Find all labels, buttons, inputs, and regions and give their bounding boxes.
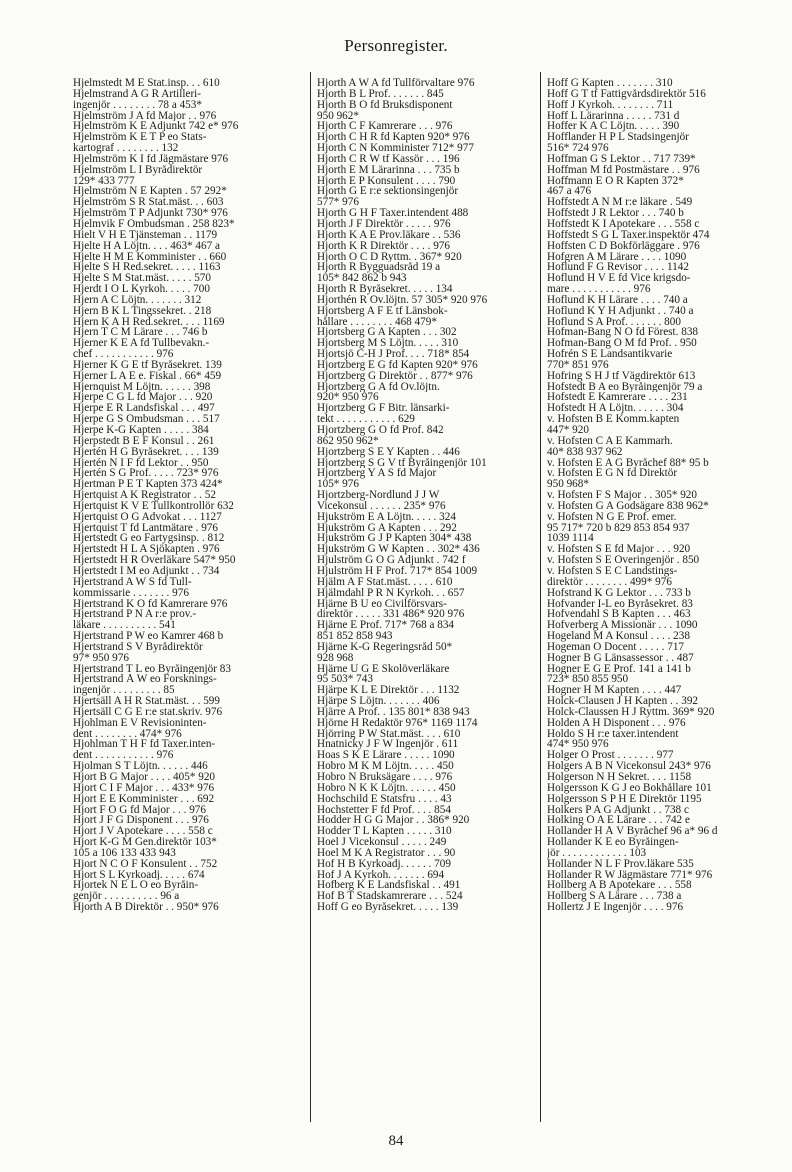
register-entry: Hogner B G Länsassessor . . 487: [547, 652, 694, 664]
register-entry: Hjelmström N E Kapten . 57 292*: [73, 186, 227, 198]
register-entry: Hoff J Kyrkoh. . . . . . . . 711: [547, 99, 674, 111]
register-entry: 129* 433 777: [73, 175, 135, 187]
register-entry: Hjortzberg Y A S fd Major: [317, 468, 437, 480]
register-entry: Hjern B K L Tingssekret. . 218: [73, 305, 212, 317]
register-entry: Hoff G T tf Fattigvårdsdirektör 516: [547, 88, 706, 100]
register-entry: Hjertstrand P N A r:e prov.-: [73, 609, 197, 621]
register-entry: Hjertén S G Prof. . . . . 723* 976: [73, 468, 219, 480]
register-entry: 105* 976: [317, 479, 359, 491]
register-entry: Hjerpe C G L fd Major . . . 920: [73, 392, 213, 404]
register-entry: Hjertstrand Å W eo Forsknings-: [73, 674, 217, 686]
register-entry: Hjelte S H Red.sekret. . . . . 1163: [73, 262, 221, 274]
register-entry: Hjortzberg G F Bitr. länsarki-: [317, 403, 450, 415]
register-entry: Hofverberg A Missionär . . . 1090: [547, 620, 698, 632]
register-entry: v. Hofsten E A G Byråchef 88* 95 b: [547, 457, 709, 469]
register-entry: Hof B T Stadskamrerare . . . 524: [317, 891, 463, 903]
register-entry: Hjulström H F Prof. 717* 854 1009: [317, 565, 478, 577]
register-entry: Hochschild E Statsfru . . . . 43: [317, 793, 452, 805]
register-entry: Hjorth G E r:e sektionsingenjör: [317, 186, 459, 198]
register-entry: Hjörring P W Stat.mäst. . . . 610: [317, 728, 461, 740]
register-entry: Hjolman S T Löjtn. . . . . . 446: [73, 761, 208, 772]
register-entry: Hjort S L Kyrkoadj. . . . . 674: [73, 869, 205, 881]
register-entry: Hjertstedt H R Överläkare 547* 950: [73, 555, 236, 566]
register-entry: Hjort K-G M Gen.direktör 103*: [73, 837, 217, 848]
register-entry: Hjort J V Apotekare . . . . 558 c: [73, 826, 213, 838]
register-entry: kommissarie . . . . . . . 976: [73, 587, 189, 599]
register-entry: Hjort F O G fd Major . . . 976: [73, 804, 206, 816]
register-entry: v. Hofsten S E fd Major . . . 920: [547, 544, 691, 556]
register-entry: Hoffmann E O R Kapten 372*: [547, 175, 684, 187]
register-entry: Hoflund F G Revisor . . . . 1142: [547, 262, 689, 274]
register-entry: Hoff L Lärarinna . . . . . 731 d: [547, 110, 680, 122]
register-entry: 1039 1114: [547, 533, 594, 545]
register-entry: Hjorth K R Direktör . . . . 976: [317, 240, 450, 252]
register-entry: Hjorth G H F Taxer.intendent 488: [317, 208, 469, 219]
register-entry: Hjälmdahl P R N Kyrkoh. . . 657: [317, 587, 465, 599]
register-entry: Hjorth E P Konsulent . . . . 790: [317, 175, 456, 187]
register-entry: Hjortzberg S G V tf Byråingenjör 101: [317, 457, 487, 469]
register-entry: Hoffsten C D Bokförläggare . 976: [547, 240, 700, 252]
register-entry: Hjorth J F Direktör . . . . . 976: [317, 218, 451, 230]
register-entry: Hoffstedt J R Lektor . . . 740 b: [547, 208, 684, 219]
register-entry: Hochstetter F fd Prof. . . . 854: [317, 804, 451, 816]
register-column-right: [547, 78, 779, 913]
register-entry: Hofgren A M Lärare . . . . 1090: [547, 251, 687, 263]
register-entry: Hof H B Kyrkoadj. . . . . . 709: [317, 858, 451, 870]
register-entry: 474* 950 976: [547, 739, 609, 751]
register-entry: Hjerpstedt B E F Konsul . . 261: [73, 435, 215, 447]
register-entry: Hoflund S A Prof. . . . . . . 800: [547, 316, 681, 328]
register-entry: jör . . . . . . . . . . . . 103: [547, 847, 647, 859]
register-entry: Hjorth O C D Ryttm. . 367* 920: [317, 251, 462, 263]
register-entry: Hielt V H E Tjänsteman . . 1179: [73, 229, 218, 241]
register-entry: Hogner H M Kapten . . . . 447: [547, 685, 682, 697]
register-entry: 447* 920: [547, 425, 589, 436]
register-entry: v. Hofsten C A E Kammarh.: [547, 435, 673, 447]
register-entry: Hoflund K H Lärare . . . . 740 a: [547, 294, 688, 306]
register-entry: Hjern K A H Red.sekret. . . . 1169: [73, 316, 225, 328]
register-entry: Hjertstrand K O fd Kamrerare 976: [73, 598, 228, 610]
register-entry: 467 a 476: [547, 186, 592, 198]
register-entry: Hjertstedt H L A Sjökapten . 976: [73, 544, 220, 556]
register-entry: Holgerson N H Sekret. . . . 1158: [547, 772, 692, 783]
register-entry: 97* 950 976: [73, 652, 129, 664]
register-entry: Hjerner L A E e. Fiskal . 66* 459: [73, 370, 222, 382]
register-entry: Hjelmström K E Adjunkt 742 e* 976: [73, 121, 239, 133]
register-entry: Hjelmström K E T P eo Stats-: [73, 132, 207, 144]
register-entry: Hjertén H G Byråsekret. . . . 139: [73, 446, 219, 458]
register-entry: Hjukström G J P Kapten 304* 438: [317, 533, 472, 545]
register-entry: dent . . . . . . . . . . . 976: [73, 750, 174, 762]
register-entry: Hjertstrand P W eo Kamrer 468 b: [73, 631, 224, 642]
register-entry: Hobro N Bruksägare . . . . 976: [317, 772, 453, 783]
register-entry: Hjörne H Redaktör 976* 1169 1174: [317, 717, 478, 729]
register-entry: Holkers P A G Adjunkt . . 738 c: [547, 804, 689, 816]
register-entry: Hof J A Kyrkoh. . . . . . . 694: [317, 869, 445, 881]
register-entry: v. Hofsten E G N fd Direktör: [547, 468, 678, 480]
register-entry: Hjerner K G E tf Byråsekret. 139: [73, 359, 222, 371]
register-entry: Hofman-Bang O M fd Prof. . 950: [547, 338, 697, 350]
register-entry: Hjukström G A Kapten . . . 292: [317, 522, 457, 534]
register-entry: Hjelmstrand A G R Artilleri-: [73, 88, 202, 100]
register-entry: Hjort B G Major . . . . 405* 920: [73, 772, 216, 783]
register-entry: Hofstedt H A Löjtn. . . . . . 304: [547, 403, 684, 415]
register-entry: Hjorth R Byråsekret. . . . . 134: [317, 284, 453, 295]
register-column-middle: [317, 78, 549, 913]
register-entry: Hnatnicky J F W Ingenjör . 611: [317, 739, 459, 751]
register-entry: Hoas S K E Lärare . . . . . 1090: [317, 750, 455, 762]
register-entry: Hobro M K M Löjtn. . . . . 450: [317, 761, 454, 772]
register-entry: Hogeman O Docent . . . . . 717: [547, 641, 685, 653]
register-entry: Hjortsberg A F E tf Länsbok-: [317, 305, 448, 317]
register-entry: Hjorth C R W tf Kassör . . . 196: [317, 153, 460, 165]
register-entry: 920* 950 976: [317, 392, 379, 404]
register-entry: Holking O A E Lärare . . . 742 e: [547, 815, 690, 827]
register-entry: Hjertquist A K Registrator . . 52: [73, 490, 216, 501]
register-entry: Hjärne U G E Skolöverläkare: [317, 663, 450, 675]
register-entry: Hofstedt E Kamrerare . . . . 231: [547, 392, 688, 404]
register-entry: Hoffer K A C Löjtn. . . . . 390: [547, 121, 680, 133]
register-entry: Hjertman P E T Kapten 373 424*: [73, 479, 223, 491]
register-entry: Hoffman M fd Postmästare . . 976: [547, 164, 700, 176]
register-entry: Hjelmström L I Byrådirektör: [73, 164, 203, 176]
register-entry: ingenjör . . . . . . . . . 85: [73, 685, 175, 697]
register-entry: 723* 850 855 950: [547, 674, 629, 686]
register-entry: Hofvendahl S B Kapten . . . 463: [547, 609, 691, 621]
register-entry: Hofring S H J tf Vägdirektör 613: [547, 370, 696, 382]
register-entry: 516* 724 976: [547, 143, 609, 154]
register-entry: Hjortzberg E G fd Kapten 920* 976: [317, 359, 478, 371]
register-entry: Hofstedt B A eo Byråingenjör 79 a: [547, 381, 703, 393]
register-entry: 40* 838 937 962: [547, 446, 623, 458]
register-entry: Hodder T L Kapten . . . . . 310: [317, 826, 452, 838]
register-entry: Hjertsäll C G E r:e stat.skriv. 976: [73, 706, 223, 718]
register-entry: v. Hofsten B E Komm.kapten: [547, 414, 680, 425]
register-entry: Hjertén N I F fd Lektor . . 950: [73, 457, 209, 469]
register-entry: Hollander R W Jägmästare 771* 976: [547, 869, 713, 881]
register-entry: Hofstrand K G Lektor . . . 733 b: [547, 587, 691, 599]
register-entry: Hjortzberg G O fd Prof. 842: [317, 425, 444, 436]
register-entry: Hjelte H M E Komminister . . 660: [73, 251, 227, 263]
register-entry: Hjärpe S Löjtn. . . . . . . 406: [317, 696, 440, 707]
register-entry: Hogner E G E Prof. 141 a 141 b: [547, 663, 691, 675]
register-entry: Hjorth E M Lärarinna . . . 735 b: [317, 164, 460, 176]
register-entry: Hoflund H V E fd Vice krigsdo-: [547, 273, 691, 285]
register-entry: Hjortsberg G A Kapten . . . 302: [317, 327, 457, 339]
register-entry: Hjertquist O G Advokat . . . 1127: [73, 511, 222, 523]
register-entry: Hjorth C F Kamrerare . . . 976: [317, 121, 453, 133]
register-entry: Hjort C I F Major . . . 433* 976: [73, 782, 215, 794]
register-entry: Hjelte H A Löjtn. . . . 463* 467 a: [73, 240, 220, 252]
register-entry: Hoffstedt A N M r:e läkare . 549: [547, 197, 693, 209]
register-entry: v. Hofsten N G E Prof. emer.: [547, 511, 677, 523]
register-entry: 862 950 962*: [317, 435, 379, 447]
register-entry: Hjorth C N Komminister 712* 977: [317, 143, 474, 154]
register-entry: Hjern A C Löjtn. . . . . . . 312: [73, 294, 202, 306]
register-entry: Hoff G eo Byråsekret. . . . . 139: [317, 902, 459, 913]
register-entry: Hjohlman T H F fd Taxer.inten-: [73, 739, 216, 751]
register-entry: Hofberg K E Landsfiskal . . 491: [317, 880, 461, 892]
register-entry: Hjärre A Prof. . 135 801* 838 943: [317, 706, 470, 718]
register-entry: 950 962*: [317, 110, 359, 122]
register-entry: Holger O Prost . . . . . . . 977: [547, 750, 674, 762]
register-entry: Hjorth B O fd Bruksdisponent: [317, 99, 453, 111]
register-entry: Hjortzberg S E Y Kapten . . 446: [317, 446, 460, 458]
register-entry: Hoel M K A Registrator . . . 90: [317, 847, 456, 859]
register-entry: Hjerner K E A fd Tullbevakn.-: [73, 338, 210, 350]
register-entry: v. Hofsten F S Major . . 305* 920: [547, 490, 697, 501]
register-entry: Hjerpe G S Ombudsman . . . 517: [73, 414, 220, 425]
register-entry: Hjelmström K I fd Jägmästare 976: [73, 153, 229, 165]
register-entry: Hjorth A W A fd Tullförvaltare 976: [317, 78, 475, 89]
register-entry: Hjortzberg G Direktör . . 877* 976: [317, 370, 473, 382]
register-entry: Hoflund K Y H Adjunkt . . 740 a: [547, 305, 694, 317]
register-entry: Hjelte S M Stat.mäst. . . . . 570: [73, 273, 211, 285]
register-entry: Holden A H Disponent . . . 976: [547, 717, 686, 729]
register-entry: Hjerdt I O L Kyrkoh. . . . . 700: [73, 284, 210, 295]
register-entry: Hofman-Bang N O fd Förest. 838: [547, 327, 699, 339]
register-entry: 770* 851 976: [547, 359, 609, 371]
register-entry: Hjukström G W Kapten . . 302* 436: [317, 544, 480, 556]
register-entry: Hoel J Vicekonsul . . . . . 249: [317, 837, 447, 848]
register-entry: v. Hofsten S E C Landstings-: [547, 565, 678, 577]
register-entry: Hjortek N E L O eo Byråin-: [73, 880, 199, 892]
register-entry: Hofflander H P L Stadsingenjör: [547, 132, 689, 144]
register-entry: Hjelmvik F Ombudsman . 258 823*: [73, 218, 235, 230]
register-entry: Hjertstedt I M eo Adjunkt . . 734: [73, 565, 220, 577]
register-entry: Hjortzberg-Nordlund J J W: [317, 490, 440, 501]
register-entry: Hollberg S A Lärare . . . 738 a: [547, 891, 682, 903]
page-number: 84: [388, 1133, 404, 1149]
register-entry: Hjelmström T P Adjunkt 730* 976: [73, 208, 228, 219]
register-entry: Hollander K E eo Byråingen-: [547, 837, 679, 848]
register-entry: Hjukström E A Löjtn. . . . . 324: [317, 511, 456, 523]
register-entry: direktör . . . . . 331 486* 920 976: [317, 609, 465, 621]
register-entry: Hjorth C H R fd Kapten 920* 976: [317, 132, 470, 144]
register-entry: 851 852 858 943: [317, 631, 393, 642]
register-entry: Hjorth A B Direktör . . 950* 976: [73, 902, 219, 913]
register-entry: Hjertsäll A H R Stat.mäst. . . 599: [73, 696, 220, 707]
register-entry: Hjort E E Komminister . . . 692: [73, 793, 215, 805]
register-entry: Hjertstrand A W S fd Tull-: [73, 576, 192, 588]
register-entry: dent . . . . . . . . 474* 976: [73, 728, 182, 740]
register-entry: Hjärne E Prof. 717* 768 a 834: [317, 620, 455, 632]
register-entry: Hjelmstedt M E Stat.insp. . . 610: [73, 78, 220, 89]
register-entry: Hoffman G S Lektor . . 717 739*: [547, 153, 696, 165]
register-column-left: [73, 78, 305, 913]
register-entry: läkare . . . . . . . . . . 541: [73, 620, 176, 632]
register-entry: tekt . . . . . . . . . . . 629: [317, 414, 415, 425]
register-entry: Hjerpe E R Landsfiskal . . . 497: [73, 403, 215, 415]
register-entry: Hofrén S E Landsantikvarie: [547, 349, 673, 360]
register-entry: Hjelmström J A fd Major . . 976: [73, 110, 217, 122]
register-entry: Hollertz J E Ingenjör . . . . 976: [547, 902, 684, 913]
register-entry: Holdo S H r:e taxer.intendent: [547, 728, 679, 740]
register-entry: direktör . . . . . . . . 499* 976: [547, 576, 672, 588]
register-entry: Hjort J F G Disponent . . . 976: [73, 815, 209, 827]
register-entry: Holgers A B N Vicekonsul 243* 976: [547, 761, 711, 772]
register-entry: Hollander H Å V Byråchef 96 a* 96 d: [547, 826, 718, 838]
register-entry: Hjertquist K V E Tullkontrollör 632: [73, 500, 234, 512]
register-entry: genjör . . . . . . . . . . 96 a: [73, 891, 180, 903]
register-entry: Hjälm A F Stat.mäst. . . . . 610: [317, 576, 453, 588]
register-entry: Hjertstrand T L eo Byråingenjör 83: [73, 663, 231, 675]
register-entry: 577* 976: [317, 197, 359, 209]
register-entry: Holgersson S P H E Direktör 1195: [547, 793, 702, 805]
register-entry: Hjorth B L Prof. . . . . . . 845: [317, 88, 444, 100]
register-entry: Hoffstedt S G L Taxer.inspektör 474: [547, 229, 710, 241]
register-entry: Hollander N L F Prov.läkare 535: [547, 858, 694, 870]
register-entry: Hjorthén R Öv.löjtn. 57 305* 920 976: [317, 294, 488, 306]
register-entry: Holgersson K G J eo Bokhållare 101: [547, 782, 712, 794]
register-entry: Hogeland M A Konsul . . . . 238: [547, 631, 690, 642]
register-entry: Holck-Clausen J H Kapten . . 392: [547, 696, 699, 707]
register-entry: 95 717* 720 b 829 853 854 937: [547, 522, 690, 534]
register-entry: Hjorth R Bygguadsråd 19 a: [317, 262, 441, 274]
register-entry: Hobro N K K Löjtn. . . . . . 450: [317, 782, 456, 794]
register-entry: Hjulström G O G Adjunkt . 742 f: [317, 555, 466, 566]
register-entry: Hjortzberg G A fd Öv.löjtn.: [317, 381, 440, 393]
register-entry: Hodder H G G Major . . 386* 920: [317, 815, 470, 827]
register-entry: 105* 842 862 b 943: [317, 273, 407, 285]
register-entry: Hjortsberg M S Löjtn. . . . . 310: [317, 338, 459, 350]
register-entry: Hjelmström S R Stat.mäst. . . 603: [73, 197, 224, 209]
register-entry: 95 503* 743: [317, 674, 373, 686]
register-entry: Hjärne B U eo Civilförsvars-: [317, 598, 447, 610]
register-entry: Hjohlman E V Revisioninten-: [73, 717, 207, 729]
register-entry: kartograf . . . . . . . . 132: [73, 143, 179, 154]
register-entry: Hjertquist T fd Lantmätare . 976: [73, 522, 218, 534]
register-entry: Hjort N C O F Konsulent . . 752: [73, 858, 218, 870]
register-entry: chef . . . . . . . . . . . 976: [73, 349, 174, 360]
register-entry: hållare . . . . . . . . 468 479*: [317, 316, 437, 328]
register-entry: 928 968: [317, 652, 354, 664]
register-entry: Hollberg A B Apotekare . . . 558: [547, 880, 692, 892]
register-entry: mare . . . . . . . . . . . 976: [547, 284, 651, 295]
register-entry: Holck-Claussen H J Ryttm. 369* 920: [547, 706, 715, 718]
register-entry: Hjärne K-G Regeringsråd 50*: [317, 641, 453, 653]
register-entry: Hjertstedt G eo Fartygsinsp. . 812: [73, 533, 225, 545]
register-entry: Hoff G Kapten . . . . . . . 310: [547, 78, 673, 89]
register-entry: Hjortsjö C-H J Prof. . . . 718* 854: [317, 349, 470, 360]
register-entry: Hjerpe K-G Kapten . . . . . 384: [73, 425, 209, 436]
register-entry: Hjernquist M Löjtn. . . . . . 398: [73, 381, 211, 393]
register-entry: 105 a 106 133 433 943: [73, 847, 176, 859]
register-entry: v. Hofsten G A Godsägare 838 962*: [547, 500, 709, 512]
register-entry: Hoffstedt K I Apotekare . . . 558 c: [547, 218, 700, 230]
register-entry: Hjärpe K L E Direktör . . . 1132: [317, 685, 460, 697]
register-entry: Hjern T C M Lärare . . . 746 b: [73, 327, 208, 339]
register-entry: ingenjör . . . . . . . . 78 a 453*: [73, 99, 202, 111]
register-entry: v. Hofsten S E Överingenjör . 850: [547, 555, 700, 566]
register-entry: Vicekonsul . . . . . . 235* 976: [317, 500, 446, 512]
column-divider: [310, 72, 311, 1122]
register-entry: 950 968*: [547, 479, 589, 491]
register-entry: Hjorth K A E Prov.läkare . . 536: [317, 229, 461, 241]
register-entry: Hjertstrand S V Byrådirektör: [73, 641, 203, 653]
register-entry: Hofvander I-L eo Byråsekret. 83: [547, 598, 693, 610]
page-title: Personregister.: [344, 36, 448, 55]
